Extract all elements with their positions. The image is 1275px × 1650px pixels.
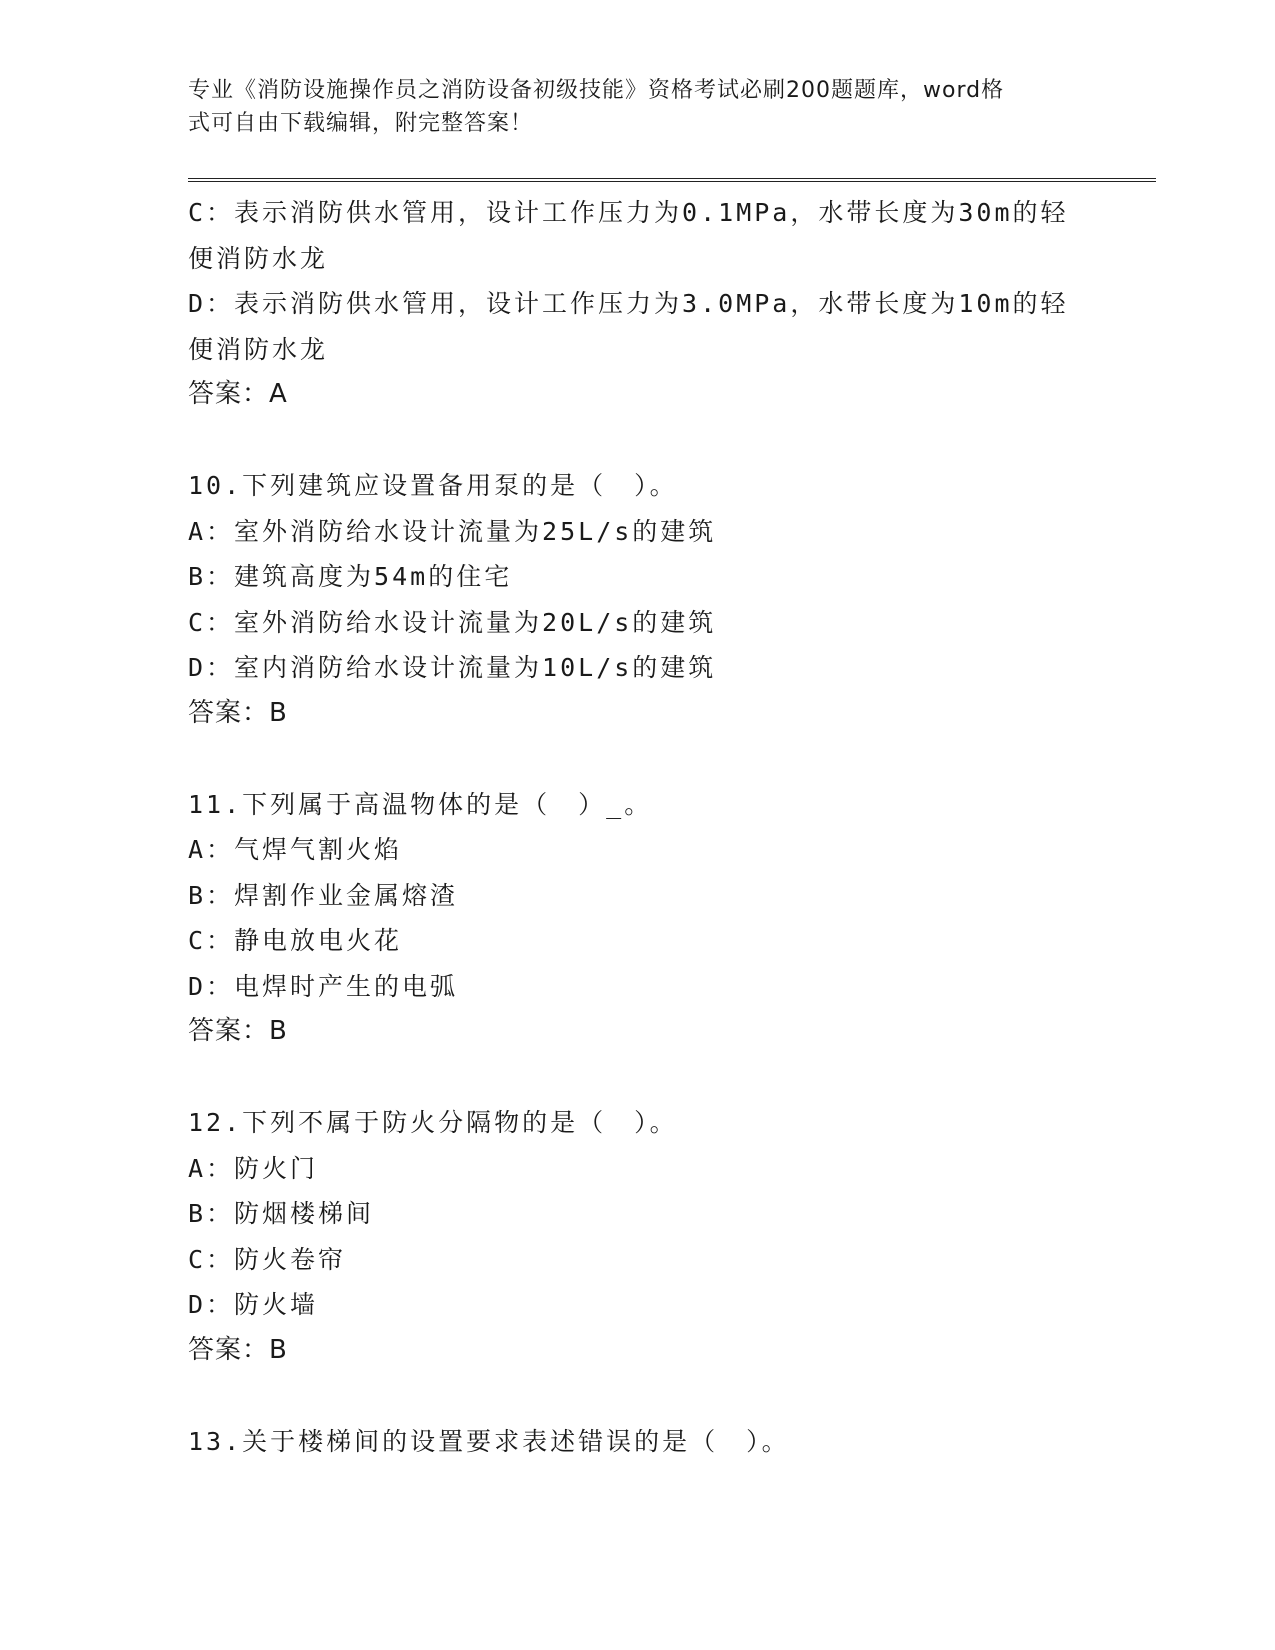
option-d: D：室内消防给水设计流量为10L/s的建筑 xyxy=(188,653,717,682)
option-a: A：防火门 xyxy=(188,1153,319,1183)
answer-line: 答案：A xyxy=(188,379,288,409)
answer-line: 答案：B xyxy=(188,1334,288,1365)
option-a: A：气焊气割火焰 xyxy=(188,835,403,864)
question-stem: 11.下列属于高温物体的是（ ）_。 xyxy=(188,789,653,819)
option-b: B：防烟楼梯间 xyxy=(188,1199,375,1228)
option-d: D：防火墙 xyxy=(188,1290,319,1319)
option-b: B：焊割作业金属熔渣 xyxy=(188,880,459,910)
question-stem: 13.关于楼梯间的设置要求表述错误的是（ ）。 xyxy=(188,1426,790,1456)
document-header xyxy=(188,74,1068,140)
document-body xyxy=(188,190,1088,1464)
option-d: D：表示消防供水管用，设计工作压力为3.0MPa，水带长度为10m的轻 xyxy=(188,289,1069,318)
spacer xyxy=(188,418,1088,464)
option-c: C：室外消防给水设计流量为20L/s的建筑 xyxy=(188,607,717,637)
spacer xyxy=(188,1055,1088,1101)
question-stem: 12.下列不属于防火分隔物的是（ ）。 xyxy=(188,1108,678,1137)
answer-line: 答案：B xyxy=(188,697,288,728)
option-c: C：表示消防供水管用，设计工作压力为0.1MPa，水带长度为30m的轻 xyxy=(188,198,1069,227)
option-c-continued: 便消防水龙 xyxy=(188,243,329,273)
question-13 xyxy=(188,1419,1088,1465)
option-b: B：建筑高度为54m的住宅 xyxy=(188,562,513,591)
answer-line: 答案：B xyxy=(188,1016,288,1046)
question-11 xyxy=(188,782,1088,1055)
question-9-tail xyxy=(188,190,1088,418)
spacer xyxy=(188,736,1088,782)
header-line-1: 专业《消防设施操作员之消防设备初级技能》资格考试必刷200题题库，word格 xyxy=(188,78,1005,103)
spacer xyxy=(188,1373,1088,1419)
option-d: D：电焊时产生的电弧 xyxy=(188,971,459,1001)
question-12 xyxy=(188,1100,1088,1373)
question-stem: 10.下列建筑应设置备用泵的是（ ）。 xyxy=(188,471,678,500)
option-c: C：防火卷帘 xyxy=(188,1244,347,1274)
option-d-continued: 便消防水龙 xyxy=(188,334,329,364)
question-10 xyxy=(188,463,1088,736)
option-c: C：静电放电火花 xyxy=(188,926,403,955)
option-a: A：室外消防给水设计流量为25L/s的建筑 xyxy=(188,516,717,546)
header-line-2: 式可自由下载编辑，附完整答案！ xyxy=(188,111,534,136)
header-double-rule xyxy=(188,178,1156,182)
